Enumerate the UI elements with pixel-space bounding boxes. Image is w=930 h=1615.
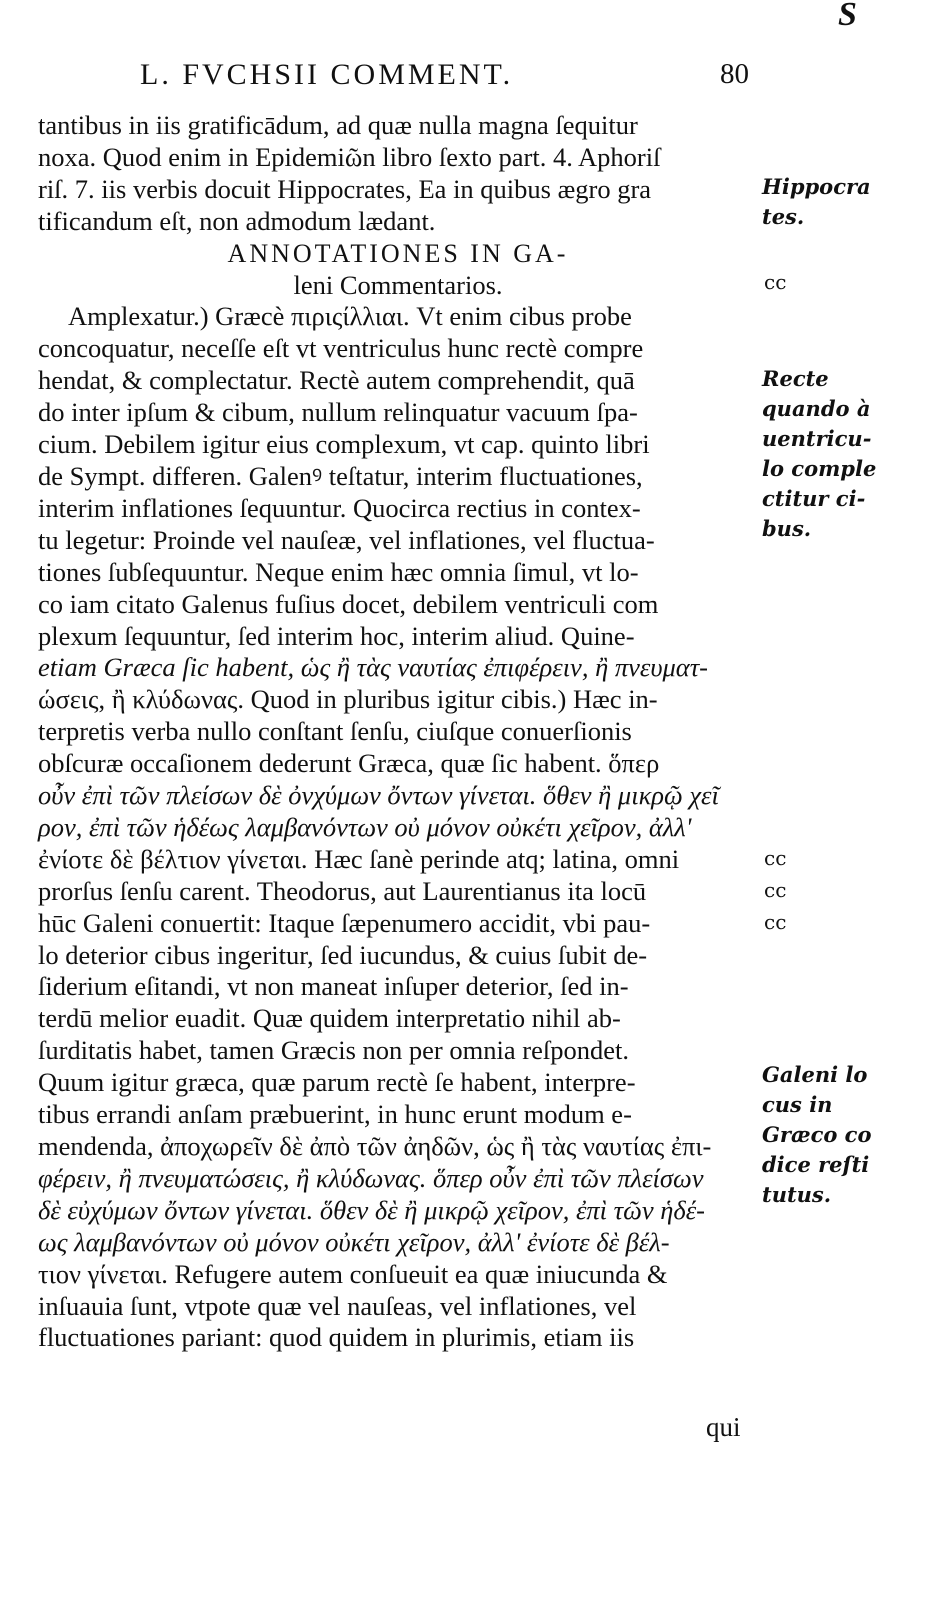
margin-note-line: bus. [762, 516, 812, 541]
margin-note-recte [762, 364, 892, 544]
text-line: hūc Galeni conuertit: Itaque ſæpenumero accidit, vbi pau- [38, 907, 651, 938]
text-line: etiam Græca ſic habent, ὡς ἢ τὰς ναυτίας ἐπιφέρειν, ἢ πνευματ- [38, 652, 709, 683]
margin-note-line: lo comple [762, 456, 877, 481]
main-text-block [38, 110, 758, 1354]
margin-note-line: Galeni lo [762, 1062, 868, 1087]
margin-note-line: cus in [762, 1092, 833, 1117]
text-line: inſuauia ſunt, vtpote quæ vel nauſeas, vel inflationes, vel [38, 1290, 637, 1321]
text-line: concoquatur, neceſſe eſt vt ventriculus hunc rectè compre [38, 333, 644, 364]
quote-mark: cc [764, 846, 787, 870]
margin-note-galeni [762, 1060, 892, 1210]
quote-mark: cc [764, 910, 787, 934]
quote-mark: cc [764, 270, 787, 294]
text-line: de Sympt. differen. Galenꝰ teſtatur, interim fluctuationes, [38, 460, 643, 491]
text-line: tu legetur: Proinde vel nauſeæ, vel inflationes, vel fluctua- [38, 524, 655, 555]
text-line: ſurditatis habet, tamen Græcis non per omnia reſpondet. [38, 1035, 629, 1066]
text-line: prorſus ſenſu carent. Theodorus, aut Laurentianus ita locū [38, 875, 647, 906]
text-line: ώσεις, ἢ κλύδωνας. Quod in pluribus igitur cibis.) Hæc in- [38, 684, 658, 715]
text-line: fluctuationes pariant: quod quidem in plurimis, etiam iis [38, 1322, 635, 1353]
text-line: plexum ſequuntur, ſed interim hoc, interim aliud. Quine- [38, 620, 635, 651]
text-line: ἐνίοτε δὲ βέλτιον γίνεται. Hæc ſanè perinde atq; latina, omni [38, 843, 680, 874]
margin-note-line: dice reſti [762, 1152, 870, 1177]
text-line: tificandum eſt, non admodum lædant. [38, 205, 436, 236]
text-line: obſcuræ occaſionem dederunt Græca, quæ ſic habent. ὅπερ [38, 748, 660, 779]
text-line: terdū melior euadit. Quæ quidem interpretatio nihil ab- [38, 1003, 621, 1034]
quote-mark: cc [764, 878, 787, 902]
margin-note-line: quando à [762, 396, 871, 421]
text-line: noxa. Quod enim in Epidemiῶn libro ſexto part. 4. Aphoriſ [38, 141, 661, 172]
text-line: τιον γίνεται. Refugere autem conſueuit ea quæ iniucunda & [38, 1258, 668, 1289]
text-line: tibus errandi anſam præbuerint, in hunc erunt modum e- [38, 1099, 632, 1130]
text-line: hendat, & complectatur. Rectè autem comprehendit, quā [38, 365, 635, 396]
text-line: cium. Debilem igitur eius complexum, vt cap. quinto libri [38, 429, 650, 460]
text-line: terpretis verba nullo conſtant ſenſu, ciuſque conuerſionis [38, 716, 632, 747]
margin-note-line: tutus. [762, 1182, 832, 1207]
margin-note-line: ctitur ci- [762, 486, 866, 511]
page-number: 80 [720, 58, 749, 90]
margin-note-line: Græco co [762, 1122, 872, 1147]
text-line: riſ. 7. iis verbis docuit Hippocrates, Ea in quibus ægro gra [38, 173, 652, 204]
text-line: φέρειν, ἢ πνευματώσεις, ἢ κλύδωνας. ὅπερ οὖν ἐπὶ τῶν πλείσων [38, 1162, 704, 1193]
margin-note-line: uentricu- [762, 426, 872, 451]
section-heading: ANNOTATIONES IN GA- [227, 238, 569, 268]
text-line: tantibus in iis gratificādum, ad quæ nulla magna ſequitur [38, 110, 638, 140]
text-line: δὲ εὐχύμων ὄντων γίνεται. ὅθεν δὲ ἢ μικρῷ χεῖρον, ἐπὶ τῶν ἡδέ- [38, 1194, 705, 1225]
text-line: co iam citato Galenus fuſius docet, debilem ventriculi com [38, 588, 659, 619]
text-line: mendenda, ἀποχωρεῖν δὲ ἀπὸ τῶν ἀηδῶν, ὡς ἢ τὰς ναυτίας ἐπι- [38, 1131, 712, 1161]
text-line: Amplexatur.) Græcè πιριςίλλιαι. Vt enim cibus probe [68, 301, 632, 332]
catchword: qui [706, 1412, 741, 1442]
corner-mark: S [838, 0, 857, 33]
running-title: L. FVCHSII COMMENT. [140, 58, 514, 91]
section-subheading: leni Commentarios. [293, 269, 503, 300]
text-line: ρον, ἐπὶ τῶν ἡδέως λαμβανόντων οὐ μόνον οὐκέτι χεῖρον, ἀλλ' [38, 811, 692, 842]
text-line: interim inflationes ſequuntur. Quocirca rectius in contex- [38, 492, 641, 523]
running-head [140, 58, 780, 92]
margin-note-hippocrates [762, 172, 892, 232]
text-line: do inter ipſum & cibum, nullum relinquatur vacuum ſpa- [38, 397, 638, 428]
margin-note-line: Hippocra [762, 174, 871, 199]
text-line: ſiderium eſitandi, vt non maneat inſuper deterior, ſed in- [38, 971, 629, 1002]
text-line: Quum igitur græca, quæ parum rectè ſe habent, interpre- [38, 1067, 636, 1098]
margin-note-line: tes. [762, 204, 805, 229]
text-line: ως λαμβανόντων οὐ μόνον οὐκέτι χεῖρον, ἀλλ' ἐνίοτε δὲ βέλ- [38, 1226, 670, 1257]
text-line: οὖν ἐπὶ τῶν πλείσων δὲ ὀνχύμων ὄντων γίνεται. ὅθεν ἢ μικρῷ χεῖ [38, 780, 719, 811]
text-line: lo deterior cibus ingeritur, ſed iucundus, & cuius ſubit de- [38, 939, 648, 970]
margin-note-line: Recte [762, 366, 829, 391]
text-line: tiones ſubſequuntur. Neque enim hæc omnia ſimul, vt lo- [38, 556, 639, 587]
